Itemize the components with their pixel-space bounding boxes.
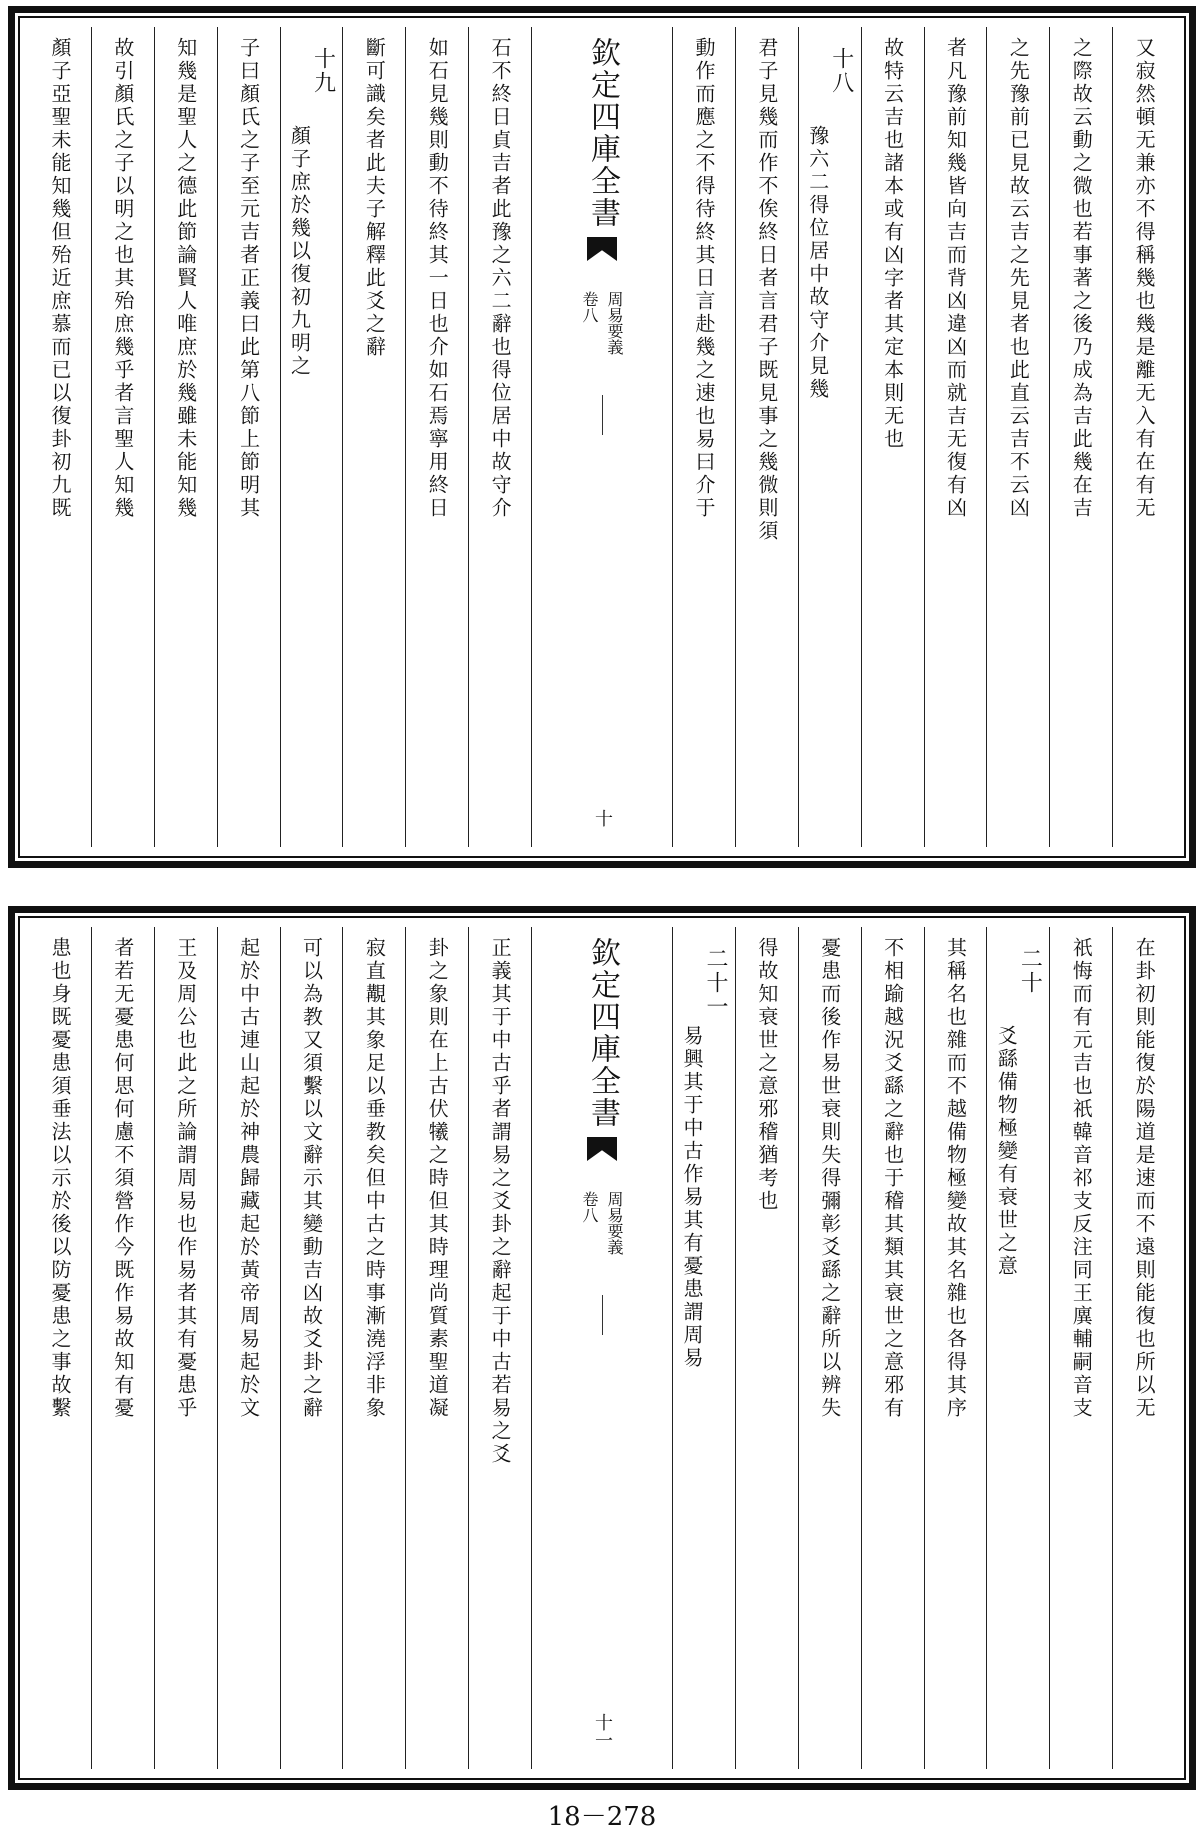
fishtail-mark-icon	[587, 237, 617, 261]
center-fold-label	[532, 927, 673, 1769]
text-column	[469, 927, 532, 1769]
column-text: 之際故云動之微也若事著之後乃成為吉此幾在吉	[1069, 37, 1094, 520]
column-text: 知幾是聖人之德此節論賢人唯庶於幾雖未能知幾	[173, 37, 198, 520]
divider	[602, 395, 603, 435]
column-text: 子曰顏氏之子至元吉者正義曰此第八節上節明其	[236, 37, 261, 520]
section-number: 二十一	[702, 947, 728, 1019]
column-text: 者若无憂患何思何慮不須營作今既作易故知有憂	[110, 937, 135, 1420]
column-text: 君子見幾而作不俟終日者言君子既見事之幾微則須	[754, 37, 779, 543]
fishtail-mark-icon	[587, 1137, 617, 1161]
text-column	[218, 927, 281, 1769]
text-column	[736, 927, 799, 1769]
column-text: 之先豫前已見故云吉之先見者也此直云吉不云凶	[1006, 37, 1031, 520]
book-title: 欽定四庫全書	[585, 937, 620, 1129]
text-column	[862, 927, 925, 1769]
column-text: 故特云吉也諸本或有凶字者其定本則无也	[880, 37, 905, 451]
lower-page	[8, 906, 1196, 1790]
text-column	[987, 927, 1050, 1769]
text-column	[406, 927, 469, 1769]
page-number-footer: 18－278	[547, 1802, 657, 1832]
text-column	[29, 927, 92, 1769]
leaf-number: 十一	[592, 1713, 613, 1749]
text-column	[281, 27, 344, 847]
column-text: 卦之象則在上古伏犧之時但其時理尚質素聖道凝	[425, 937, 450, 1420]
text-column	[218, 27, 281, 847]
column-text: 其稱名也雜而不越備物極變故其名雜也各得其序	[943, 937, 968, 1420]
text-column	[155, 27, 218, 847]
text-column	[673, 927, 736, 1769]
text-column	[155, 927, 218, 1769]
text-column	[469, 27, 532, 847]
text-column	[799, 27, 862, 847]
section-heading: 易興其于中古作易其有憂患謂周易	[679, 1025, 704, 1370]
text-column	[92, 927, 155, 1769]
book-title: 欽定四庫全書	[585, 37, 620, 229]
upper-columns	[29, 27, 1175, 847]
text-column	[29, 27, 92, 847]
section-heading: 豫六二得位居中故守介見幾	[805, 125, 830, 401]
text-column	[736, 27, 799, 847]
column-text: 正義其于中古乎者謂易之爻卦之辭起于中古若易之爻	[488, 937, 513, 1466]
column-text: 寂直覯其象足以垂教矣但中古之時事漸澆浮非象	[362, 937, 387, 1420]
column-text: 者凡豫前知幾皆向吉而背凶違凶而就吉无復有凶	[943, 37, 968, 520]
section-number: 二十	[1017, 947, 1043, 995]
section-number: 十九	[310, 47, 336, 95]
column-text: 在卦初則能復於陽道是速而不遠則能復也所以无	[1132, 937, 1157, 1420]
column-text: 如石見幾則動不待終其一日也介如石焉寧用終日	[425, 37, 450, 520]
column-text: 動作而應之不得待終其日言赴幾之速也易曰介于	[691, 37, 716, 520]
text-column	[406, 27, 469, 847]
column-text: 起於中古連山起於神農歸藏起於黃帝周易起於文	[236, 937, 261, 1420]
volume-subtitle	[578, 291, 626, 355]
upper-page	[8, 6, 1196, 868]
text-column	[673, 27, 736, 847]
text-column	[343, 27, 406, 847]
column-text: 憂患而後作易世衰則失得彌彰爻繇之辭所以辨失	[817, 937, 842, 1420]
text-column	[799, 927, 862, 1769]
column-text: 患也身既憂患須垂法以示於後以防憂患之事故繫	[47, 937, 72, 1420]
column-text: 不相踰越況爻繇之辭也于稽其類其衰世之意邪有	[880, 937, 905, 1420]
column-text: 可以為教又須繫以文辭示其變動吉凶故爻卦之辭	[299, 937, 324, 1420]
column-text: 顏子亞聖未能知幾但殆近庶慕而已以復卦初九既	[47, 37, 72, 520]
subtitle-line: 卷八	[580, 1191, 599, 1223]
column-text: 石不終日貞吉者此豫之六二辭也得位居中故守介	[488, 37, 513, 520]
text-column	[281, 927, 344, 1769]
column-text: 得故知衰世之意邪稽猶考也	[754, 937, 779, 1213]
text-column	[1050, 927, 1113, 1769]
subtitle-line: 周易要義	[605, 291, 624, 355]
text-column	[92, 27, 155, 847]
section-number: 十八	[828, 47, 854, 95]
text-column	[862, 27, 925, 847]
text-column	[925, 27, 988, 847]
column-text: 斷可識矣者此夫子解釋此爻之辭	[362, 37, 387, 359]
section-heading: 爻繇備物極變有衰世之意	[994, 1025, 1019, 1278]
leaf-number: 十	[592, 809, 613, 827]
center-fold-label	[532, 27, 673, 847]
section-heading: 顏子庶於幾以復初九明之	[287, 125, 312, 378]
text-column	[1113, 27, 1175, 847]
column-text: 祇悔而有元吉也祇韓音祁支反注同王廙輔嗣音支	[1069, 937, 1094, 1420]
subtitle-line: 周易要義	[605, 1191, 624, 1255]
lower-columns	[29, 927, 1175, 1769]
divider	[602, 1295, 603, 1335]
text-column	[987, 27, 1050, 847]
column-text: 故引顏氏之子以明之也其殆庶幾乎者言聖人知幾	[110, 37, 135, 520]
column-text: 又寂然頓无兼亦不得稱幾也幾是離无入有在有无	[1132, 37, 1157, 520]
subtitle-line: 卷八	[580, 291, 599, 323]
column-text: 王及周公也此之所論謂周易也作易者其有憂患乎	[173, 937, 198, 1420]
text-column	[1113, 927, 1175, 1769]
text-column	[1050, 27, 1113, 847]
text-column	[925, 927, 988, 1769]
text-column	[343, 927, 406, 1769]
volume-subtitle	[578, 1191, 626, 1255]
